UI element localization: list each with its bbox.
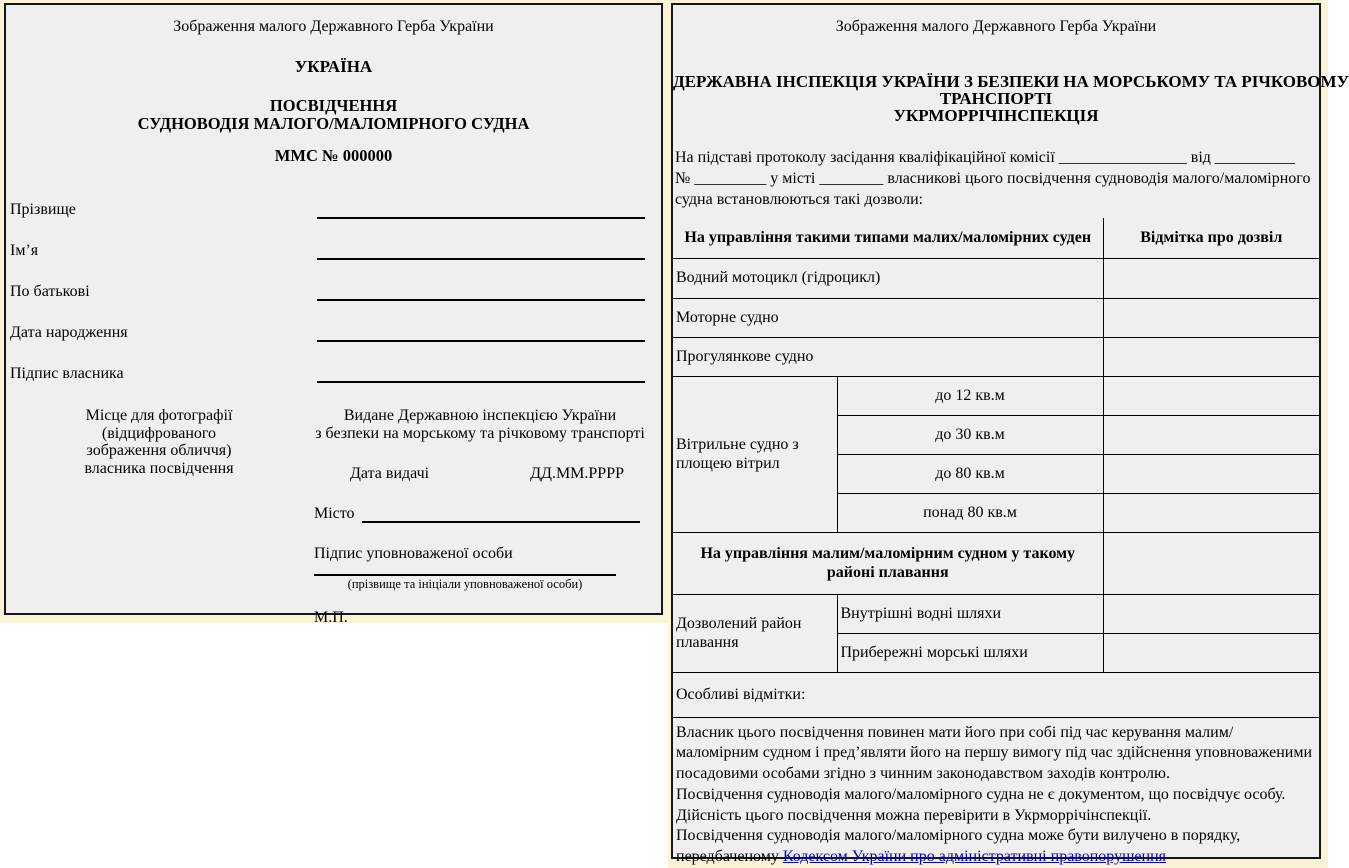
vessel-sailboat-label: Вітрильне судно з площею вітрил [673,376,837,532]
nav-area-header: На управління малим/маломірним судном у такому районі плавання [673,532,1103,594]
header-vessel-types: На управління такими типами малих/маломірних суден [673,218,1103,258]
table-row-nav-area-header [673,532,1319,594]
document-title-line1: ПОСВІДЧЕННЯ [269,96,398,115]
field-row-surname [6,178,661,219]
given-name-label: Імʼя [10,242,39,259]
table-row-motorboat [673,298,1319,337]
permission-mark-cell-sail-80 [1103,454,1319,493]
protocol-intro-line1: На підставі протоколу засідання кваліфікаційної комісії ________________ від __________ [675,149,1295,166]
official-signature-blank-line [314,563,616,576]
issued-by-text [314,407,646,442]
legal-note-3: Дійсність цього посвідчення можна перевірити в Укрморрічінспекції. [676,806,1152,824]
document-title [6,97,661,133]
permission-mark-cell-sail-12 [1103,376,1319,415]
permission-mark-cell-motorboat [1103,298,1319,337]
legal-note-1: Власник цього посвідчення повинен мати його при собі під час керування малим/маломірним судном і предʼявляти його на першу вимогу під час здійснення уповноваженими посадовими особами згідно з чинним законодавством заходів контролю. [676,723,1313,783]
table-row-sail-12 [673,376,1319,415]
field-row-patronymic [6,260,661,301]
table-row-inland-waterways [673,594,1319,633]
sail-area-12-label: до 12 кв.м [837,376,1103,415]
permission-mark-cell-coastal [1103,633,1319,672]
inland-waterways-label: Внутрішні водні шляхи [837,594,1103,633]
permission-mark-cell-sail-30 [1103,415,1319,454]
license-front-page [4,3,663,626]
permissions-table [673,218,1319,718]
city-label: Місто [314,505,355,522]
header-permission-mark: Відмітка про дозвіл [1103,218,1319,258]
issue-date-label: Дата видачі [350,465,430,482]
issue-details [314,407,646,627]
issue-date-format: ДД.ММ.РРРР [530,465,624,482]
license-back-wrap [668,0,1349,868]
legal-note-4-text: Посвідчення судноводія малого/маломірного судна може бути вилучено в порядку, передбаченому [676,827,1241,866]
table-row-jetski [673,258,1319,298]
authority-title-line3: УКРМОРРІЧІНСПЕКЦІЯ [893,106,1099,125]
legal-note-2: Посвідчення судноводія малого/маломірного судна не є документом, що посвідчує особу. [676,785,1286,803]
permission-mark-cell-jetski [1103,258,1319,298]
city-row [314,505,646,523]
given-name-blank-line [317,246,645,260]
legal-notes [673,723,1319,868]
vessel-pleasure-boat-label: Прогулянкове судно [673,337,1103,376]
table-row-pleasure-boat [673,337,1319,376]
birth-date-blank-line [317,328,645,342]
license-back-page [671,3,1349,866]
field-row-owner-signature [6,342,661,383]
special-marks-label: Особливі відмітки: [673,672,1319,717]
emblem-caption-front: Зображення малого Державного Герба України [173,18,494,35]
patronymic-blank-line [317,287,645,301]
license-front-wrap [0,0,668,626]
official-signature-caption: (прізвище та ініціали уповноваженої особи) [347,577,583,591]
protocol-intro-line2: № _________ у місті ________ власникові цього посвідчення судноводія малого/маломірного судна встановлюються такі дозволи: [675,170,1311,208]
permission-mark-cell-pleasure-boat [1103,337,1319,376]
admin-code-link[interactable]: Кодексом України про адміністративні правопорушення [782,848,1166,866]
surname-label: Прізвище [10,201,76,218]
issue-date-row [314,465,646,483]
emblem-caption-back: Зображення малого Державного Герба України [835,18,1157,35]
table-row-special-marks [673,672,1319,717]
issued-by-line1: Видане Державною інспекцією України [343,407,617,424]
protocol-intro [673,147,1319,210]
surname-blank-line [317,205,645,219]
permission-mark-cell-inland [1103,594,1319,633]
birth-date-label: Дата народження [10,324,128,341]
personal-fields [6,178,661,383]
authority-title-line1: ДЕРЖАВНА ІНСПЕКЦІЯ УКРАЇНИ З БЕЗПЕКИ НА МОРСЬКОМУ ТА РІЧКОВОМУ [673,72,1349,91]
vessel-jetski-label: Водний мотоцикл (гідроцикл) [673,258,1103,298]
country-title: УКРАЇНА [294,57,373,76]
patronymic-label: По батькові [10,283,90,300]
permission-mark-cell-nav-header [1103,532,1319,594]
sail-area-over-80-label: понад 80 кв.м [837,493,1103,532]
vessel-motorboat-label: Моторне судно [673,298,1103,337]
city-blank-line [362,511,640,523]
document-number: ММС № 000000 [274,146,393,165]
field-row-given-name [6,219,661,260]
field-row-birth-date [6,301,661,342]
permission-mark-cell-sail-over-80 [1103,493,1319,532]
seal-placeholder: М.П. [314,609,348,626]
table-header-row [673,218,1319,258]
official-signature-label: Підпис уповноваженої особи [314,545,513,562]
issued-by-line2: з безпеки на морському та річковому транспорті [315,424,645,442]
owner-signature-label: Підпис власника [10,365,124,382]
photo-and-issue-section [6,407,661,627]
sail-area-30-label: до 30 кв.м [837,415,1103,454]
nav-area-label: Дозволений район плавання [673,594,837,672]
photo-placeholder: Місце для фотографії (відцифрованого зображення обличчя) власника посвідчення [84,407,234,477]
owner-signature-blank-line [317,369,645,383]
legal-note-4 [676,826,1316,868]
document-title-line2: СУДНОВОДІЯ МАЛОГО/МАЛОМІРНОГО СУДНА [137,114,530,133]
sail-area-80-label: до 80 кв.м [837,454,1103,493]
authority-title [673,72,1349,125]
authority-title-line2: ТРАНСПОРТІ [939,89,1053,108]
coastal-sea-routes-label: Прибережні морські шляхи [837,633,1103,672]
